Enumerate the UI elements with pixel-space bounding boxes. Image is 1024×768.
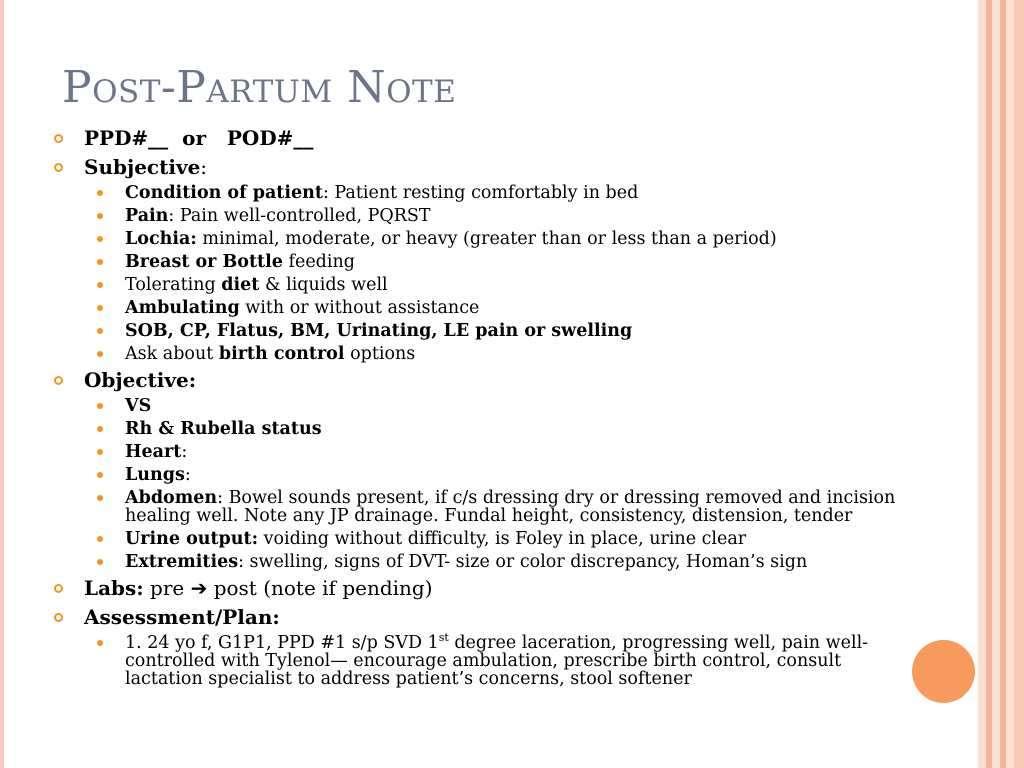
dot-bullet-icon xyxy=(97,559,103,565)
list-item xyxy=(52,184,962,202)
slide-content xyxy=(52,126,962,693)
dot-bullet-icon xyxy=(97,351,103,357)
item-label: SOB, CP, Flatus, BM, Urinating, LE pain or swelling xyxy=(125,321,633,341)
item-text: : swelling, signs of DVT- size or color discrepancy, Homan’s sign xyxy=(238,552,808,572)
item-label: Pain xyxy=(125,206,169,226)
item-label: Breast or Bottle xyxy=(125,252,283,272)
slide-left-border xyxy=(0,0,4,768)
dot-bullet-icon xyxy=(97,305,103,311)
decorative-stripes xyxy=(978,0,1024,768)
ring-bullet-icon xyxy=(54,613,63,622)
list-item xyxy=(52,466,962,484)
dot-bullet-icon xyxy=(97,495,103,501)
list-item xyxy=(52,397,962,415)
item-label: Urine output: xyxy=(125,529,259,549)
item-label: Condition of patient xyxy=(125,183,323,203)
item-label: Extremities xyxy=(125,552,239,572)
labs-item xyxy=(52,576,962,600)
item-label: Ambulating xyxy=(125,298,240,318)
item-text: & liquids well xyxy=(259,275,388,295)
item-label: diet xyxy=(221,275,260,295)
objective-heading-item xyxy=(52,368,962,392)
dot-bullet-icon xyxy=(97,213,103,219)
item-prefix: Tolerating xyxy=(125,275,222,295)
item-label: Heart xyxy=(125,442,182,462)
dot-bullet-icon xyxy=(97,190,103,196)
list-item xyxy=(52,420,962,438)
list-item xyxy=(52,443,962,461)
list-item xyxy=(52,207,962,225)
item-label: Lungs xyxy=(125,465,185,485)
dot-bullet-icon xyxy=(97,640,103,646)
item-superscript: st xyxy=(438,631,449,645)
item-label: Lochia: xyxy=(125,229,197,249)
subjective-colon: : xyxy=(200,155,208,179)
labs-post: post (note if pending) xyxy=(207,576,433,600)
item-prefix: Ask about xyxy=(125,344,219,364)
objective-heading: Objective: xyxy=(84,368,197,392)
item-label: birth control xyxy=(218,344,345,364)
item-text: 1. 24 yo f, G1P1, PPD #1 s/p SVD 1 xyxy=(125,633,439,653)
decorative-orb xyxy=(912,640,975,703)
dot-bullet-icon xyxy=(97,259,103,265)
assessment-heading-item xyxy=(52,605,962,629)
item-text: options xyxy=(344,344,416,364)
item-text: voiding without difficulty, is Foley in place, urine clear xyxy=(258,529,747,549)
subjective-heading: Subjective xyxy=(84,155,201,179)
ring-bullet-icon xyxy=(54,163,63,172)
list-item xyxy=(52,276,962,294)
slide-title: Post-Partum Note xyxy=(62,62,457,113)
list-item xyxy=(52,553,962,571)
list-item xyxy=(52,322,962,340)
ring-bullet-icon xyxy=(54,134,63,143)
item-label: VS xyxy=(125,396,152,416)
item-text: with or without assistance xyxy=(239,298,480,318)
dot-bullet-icon xyxy=(97,472,103,478)
list-item xyxy=(52,345,962,363)
objective-list xyxy=(52,397,962,571)
list-item xyxy=(52,253,962,271)
item-text: : Patient resting comfortably in bed xyxy=(322,183,639,203)
dot-bullet-icon xyxy=(97,328,103,334)
dot-bullet-icon xyxy=(97,236,103,242)
ring-bullet-icon xyxy=(54,376,63,385)
labs-pre: pre xyxy=(143,576,191,600)
dot-bullet-icon xyxy=(97,403,103,409)
dot-bullet-icon xyxy=(97,426,103,432)
list-item xyxy=(52,530,962,548)
item-text: feeding xyxy=(282,252,355,272)
item-label: Abdomen xyxy=(125,488,218,508)
item-text: : Pain well-controlled, PQRST xyxy=(168,206,431,226)
dot-bullet-icon xyxy=(97,449,103,455)
list-item xyxy=(52,230,962,248)
list-item xyxy=(52,489,962,525)
ppd-label: PPD#__ or POD#__ xyxy=(84,126,314,150)
assessment-list xyxy=(52,631,962,689)
list-item xyxy=(52,299,962,317)
subjective-heading-item xyxy=(52,155,962,179)
labs-heading: Labs: xyxy=(84,576,144,600)
subjective-list xyxy=(52,184,962,363)
item-text: degree laceration, progressing well, pain well-controlled with Tylenol— encourage ambulation, prescribe birth control, consult lactation specialist to address patient’s concerns, stool softener xyxy=(125,633,869,689)
ring-bullet-icon xyxy=(54,584,63,593)
list-item xyxy=(52,631,962,689)
ppd-item xyxy=(52,126,962,150)
item-text: : xyxy=(181,442,188,462)
right-arrow-icon: ➔ xyxy=(190,576,208,600)
assessment-heading: Assessment/Plan: xyxy=(84,605,280,629)
item-text: : Bowel sounds present, if c/s dressing dry or dressing removed and incision healing well. Note any JP drainage. Fundal height, consistency, distension, tender xyxy=(125,488,896,526)
item-text: minimal, moderate, or heavy (greater than or less than a period) xyxy=(196,229,777,249)
dot-bullet-icon xyxy=(97,536,103,542)
item-label: Rh & Rubella status xyxy=(125,419,322,439)
dot-bullet-icon xyxy=(97,282,103,288)
item-text: : xyxy=(184,465,191,485)
